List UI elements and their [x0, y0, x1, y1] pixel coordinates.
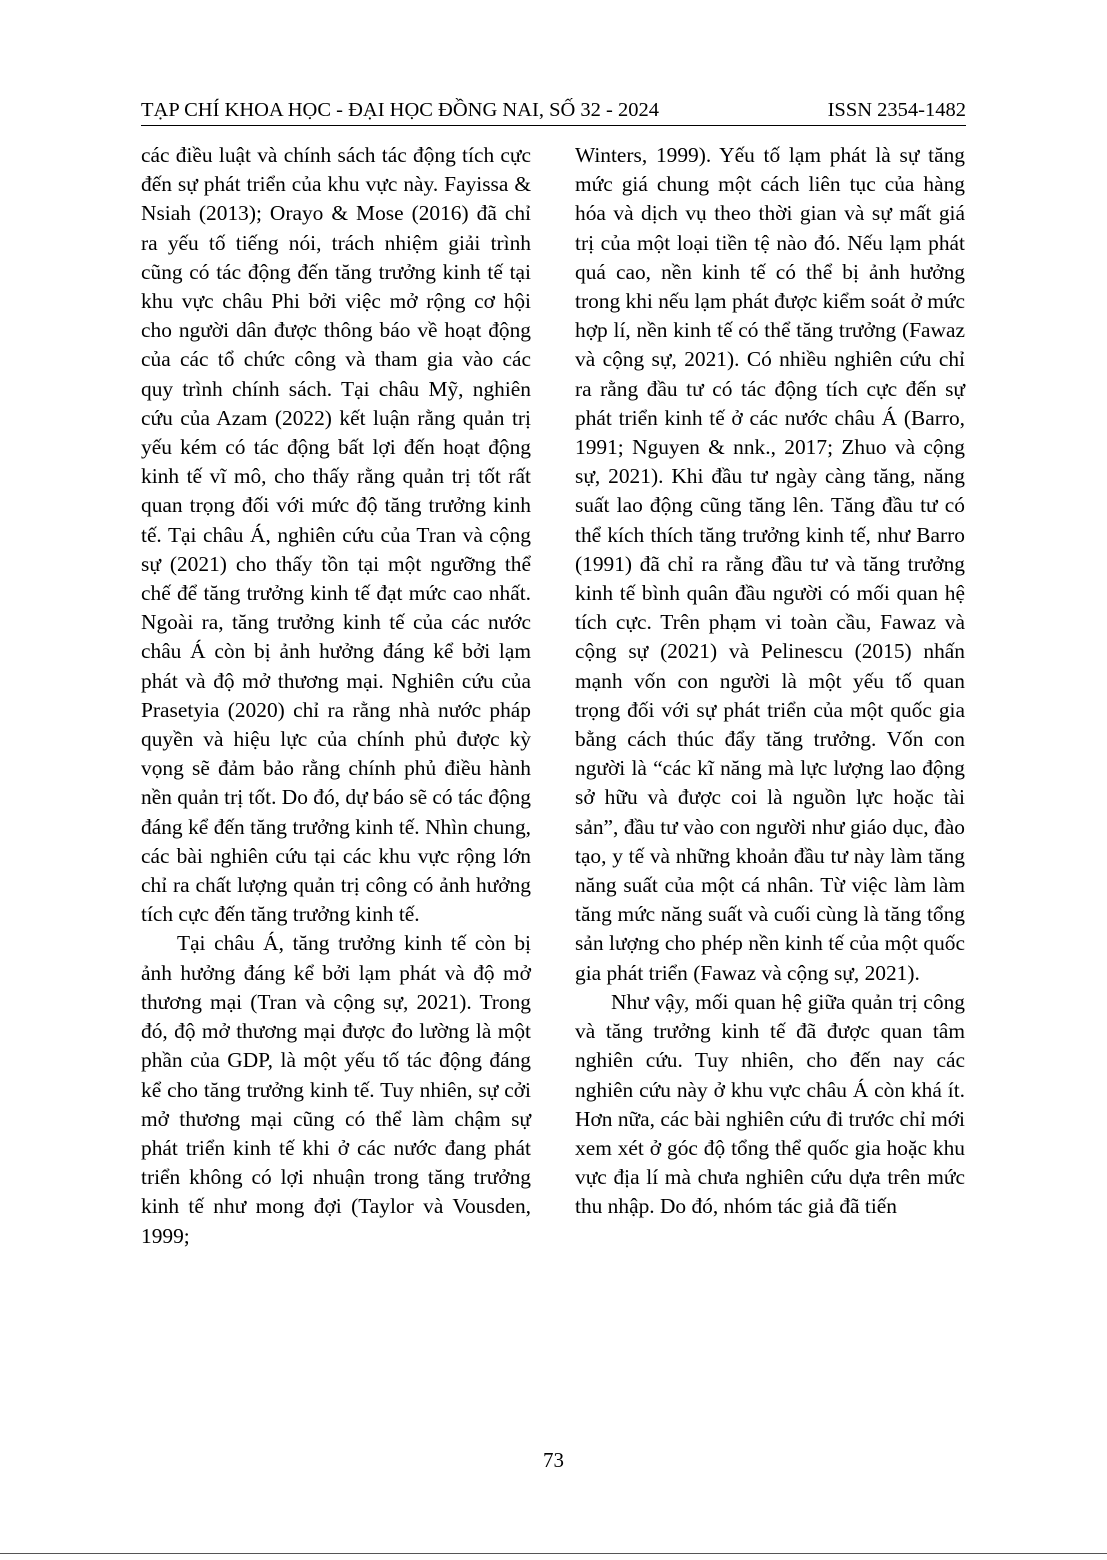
right-paragraph-2: Như vậy, mối quan hệ giữa quản trị công và tăng trưởng kinh tế đã được quan tâm nghiên cứu. Tuy nhiên, cho đến nay các nghiên cứu này ở khu vực châu Á còn khá ít. Hơn nữa, các bài nghiên cứu đi trước chỉ mới xem xét ở góc độ tổng thể quốc gia hoặc khu vực địa lí mà chưa nghiên cứu dựa trên mức thu nhập. Do đó, nhóm tác giả đã tiến [575, 989, 965, 1219]
page-number: 73 [543, 1448, 564, 1472]
left-column [141, 141, 531, 1251]
bottom-divider [0, 1553, 1107, 1554]
journal-title: TẠP CHÍ KHOA HỌC - ĐẠI HỌC ĐỒNG NAI, SỐ 32 - 2024 [141, 99, 659, 121]
header-divider [141, 125, 966, 126]
issn-label: ISSN 2354-1482 [827, 99, 966, 121]
right-column [575, 141, 965, 1222]
left-paragraph-1: các điều luật và chính sách tác động tích cực đến sự phát triển của khu vực này. Fayissa & Nsiah (2013); Orayo & Mose (2016) đã chỉ ra yếu tố tiếng nói, trách nhiệm giải trình cũng có tác động đến tăng trưởng kinh tế tại khu vực châu Phi bởi việc mở rộng cơ hội cho người dân được thông báo về hoạt động của các tổ chức công và tham gia vào các quy trình chính sách. Tại châu Mỹ, nghiên cứu của Azam (2022) kết luận rằng quản trị yếu kém có tác động bất lợi đến hoạt động kinh tế vĩ mô, cho thấy rằng quản trị tốt rất quan trọng đối với mức độ tăng trưởng kinh tế. Tại châu Á, nghiên cứu của Tran và cộng sự (2021) cho thấy tồn tại một ngưỡng thể chế để tăng trưởng kinh tế đạt mức cao nhất. Ngoài ra, tăng trưởng kinh tế của các nước châu Á còn bị ảnh hưởng đáng kể bởi lạm phát và độ mở thương mại. Nghiên cứu của Prasetyia (2020) chỉ ra rằng nhà nước pháp quyền và hiệu lực của chính phủ được kỳ vọng sẽ đảm bảo rằng chính phủ điều hành nền quản trị tốt. Do đó, dự báo sẽ có tác động đáng kể đến tăng trưởng kinh tế. Nhìn chung, các bài nghiên cứu tại các khu vực rộng lớn chỉ ra chất lượng quản trị công có ảnh hưởng tích cực đến tăng trưởng kinh tế. [141, 143, 532, 927]
right-paragraph-1: Winters, 1999). Yếu tố lạm phát là sự tăng mức giá chung một cách liên tục của hàng hóa và dịch vụ theo thời gian và sự mất giá trị của một loại tiền tệ nào đó. Nếu lạm phát quá cao, nền kinh tế có thể bị ảnh hưởng trong khi nếu lạm phát được kiểm soát ở mức hợp lí, nền kinh tế có thể tăng trưởng (Fawaz và cộng sự, 2021). Có nhiều nghiên cứu chỉ ra rằng đầu tư có tác động tích cực đến sự phát triển kinh tế ở các nước châu Á (Barro, 1991; Nguyen & nnk., 2017; Zhuo và cộng sự, 2021). Khi đầu tư ngày càng tăng, năng suất lao động cũng tăng lên. Tăng đầu tư có thể kích thích tăng trưởng kinh tế, như Barro (1991) đã chỉ ra rằng đầu tư và tăng trưởng kinh tế bình quân đầu người có mối quan hệ tích cực. Trên phạm vi toàn cầu, Fawaz và cộng sự (2021) và Pelinescu (2015) nhấn mạnh vốn con người là một yếu tố quan trọng đối với sự phát triển của một quốc gia bằng cách thúc đẩy tăng trưởng. Vốn con người là “các kĩ năng mà lực lượng lao động sở hữu và được coi là nguồn lực hoặc tài sản”, đầu tư vào con người như giáo dục, đào tạo, y tế và những khoản đầu tư này làm tăng năng suất của một cá nhân. Từ việc làm làm tăng mức năng suất và cuối cùng là tăng tổng sản lượng cho phép nền kinh tế của một quốc gia phát triển (Fawaz và cộng sự, 2021). [575, 143, 965, 985]
left-paragraph-2: Tại châu Á, tăng trưởng kinh tế còn bị ảnh hưởng đáng kể bởi lạm phát và độ mở thương mại (Tran và cộng sự, 2021). Trong đó, độ mở thương mại được đo lường là một phần của GDP, là một yếu tố tác động đáng kể cho tăng trưởng kinh tế. Tuy nhiên, sự cởi mở thương mại cũng có thể làm chậm sự phát triển kinh tế khi ở các nước đang phát triển không có lợi nhuận trong tăng trưởng kinh tế như mong đợi (Taylor và Vousden, 1999; [141, 931, 531, 1248]
running-header [141, 93, 966, 127]
